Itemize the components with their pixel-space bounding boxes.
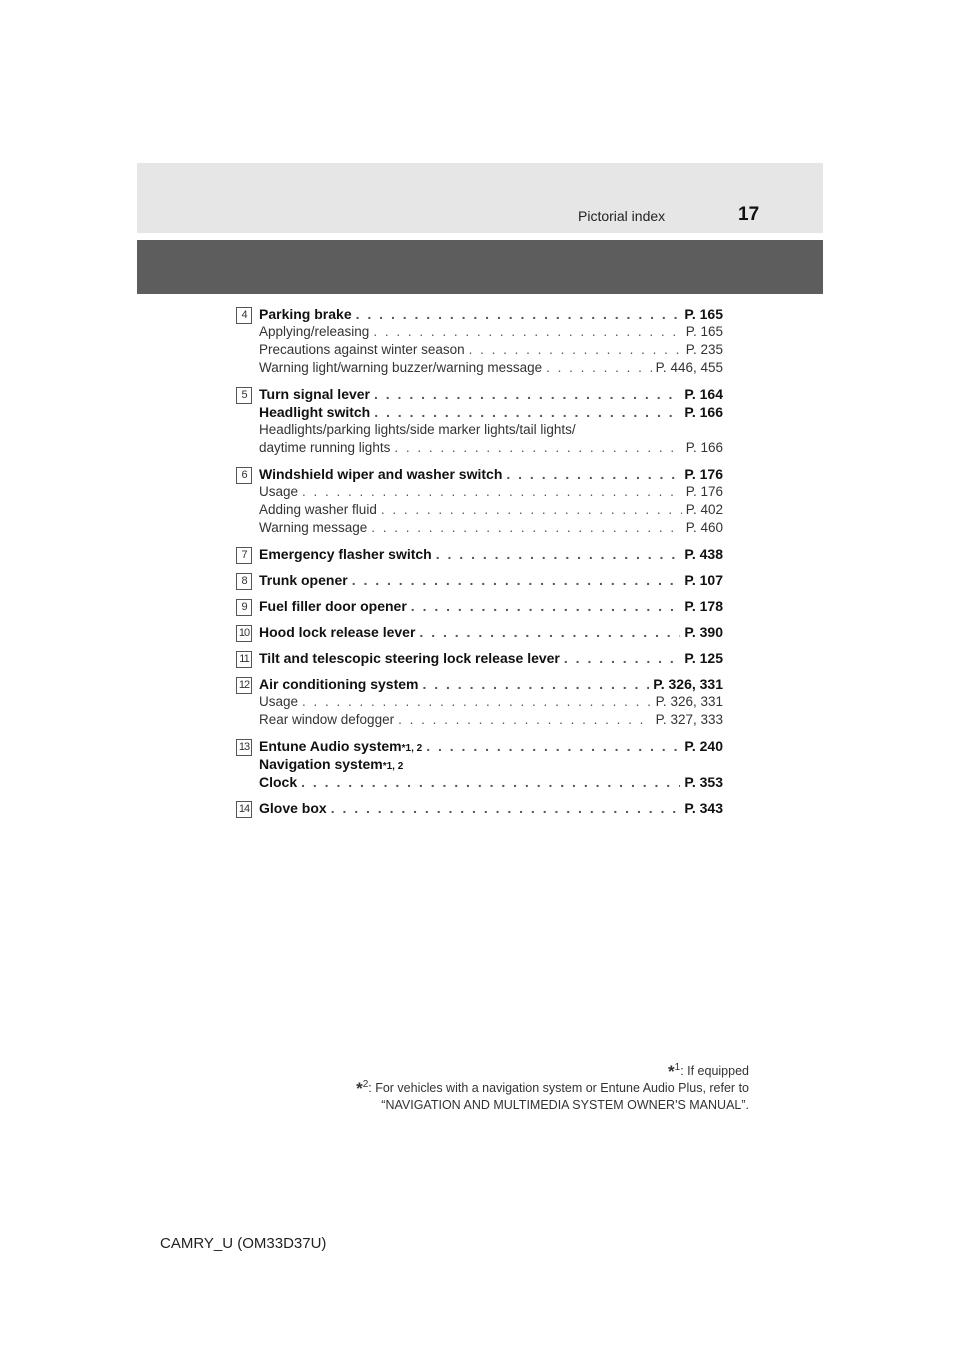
index-entry-sub[interactable]: [259, 323, 723, 341]
entry-label: Windshield wiper and washer switch: [259, 466, 503, 482]
dot-leader: [469, 341, 682, 359]
entry-label: Turn signal lever: [259, 386, 370, 402]
dot-leader: [422, 675, 649, 693]
page-reference-link[interactable]: P. 438: [684, 546, 723, 562]
item-number-badge: 7: [236, 547, 252, 564]
page-reference-link[interactable]: P. 326, 331: [653, 676, 723, 692]
index-item: [234, 305, 723, 377]
page-reference-link[interactable]: P. 165: [684, 306, 723, 322]
entry-label: Parking brake: [259, 306, 352, 322]
index-item: [234, 737, 723, 791]
index-entry-title[interactable]: Navigation system *1, 2: [259, 756, 404, 772]
index-entry-title[interactable]: [259, 385, 723, 403]
index-entry-title[interactable]: [259, 465, 723, 483]
index-entry-sub[interactable]: [259, 519, 723, 537]
page-reference-link[interactable]: P. 240: [684, 738, 723, 754]
section-title: Pictorial index: [578, 208, 666, 224]
footnote-1: *$^1$: If equipped: [668, 1061, 749, 1081]
index-entry-title[interactable]: [259, 571, 723, 589]
index-item: [234, 597, 723, 615]
dot-leader: [506, 465, 680, 483]
page-number: 17: [738, 204, 760, 225]
page-reference-link[interactable]: P. 353: [684, 774, 723, 790]
item-number-badge: 14: [236, 801, 252, 818]
index-entry-sub[interactable]: [259, 693, 723, 711]
dot-leader: [374, 403, 680, 421]
entry-label: Warning message: [259, 520, 368, 535]
index-entry-sub[interactable]: [259, 439, 723, 457]
index-entry-title[interactable]: [259, 305, 723, 323]
page-reference-link[interactable]: P. 165: [685, 324, 723, 339]
dot-leader: [426, 737, 680, 755]
index-entry-sub[interactable]: [259, 501, 723, 519]
entry-label: Warning light/warning buzzer/warning message: [259, 360, 543, 375]
index-item: [234, 545, 723, 563]
dark-band: [137, 240, 823, 294]
index-entry-title[interactable]: [259, 545, 723, 563]
index-entry-title[interactable]: Entune Audio system *1, 2 . . . P. 240: [259, 737, 723, 755]
index-entry-title[interactable]: [259, 623, 723, 641]
index-item: [234, 799, 723, 817]
page-reference-link[interactable]: P. 390: [684, 624, 723, 640]
page-reference-link[interactable]: P. 235: [685, 342, 723, 357]
page-reference-link[interactable]: P. 166: [684, 404, 723, 420]
page-reference-link[interactable]: P. 107: [684, 572, 723, 588]
entry-label: Hood lock release lever: [259, 624, 416, 640]
index-entry-title[interactable]: [259, 799, 723, 817]
entry-label: Tilt and telescopic steering lock release lever: [259, 650, 560, 666]
dot-leader: [352, 571, 681, 589]
entry-label: Headlight switch: [259, 404, 371, 420]
item-number-badge: 12: [236, 677, 252, 694]
entry-label: Headlights/parking lights/side marker lights/tail lights/: [259, 422, 576, 437]
page-reference-link[interactable]: P. 327, 333: [655, 712, 723, 727]
dot-leader: [371, 519, 681, 537]
index-entry-sub[interactable]: [259, 341, 723, 359]
page-reference-link[interactable]: P. 176: [684, 466, 723, 482]
page-reference-link[interactable]: P. 460: [685, 520, 723, 535]
entry-label: Emergency flasher switch: [259, 546, 432, 562]
dot-leader: [381, 501, 682, 519]
pictorial-index-list: [234, 305, 723, 825]
dot-leader: [398, 711, 652, 729]
item-number-badge: 6: [236, 467, 252, 484]
index-entry-sub[interactable]: [259, 711, 723, 729]
index-item: [234, 571, 723, 589]
entry-label: Precautions against winter season: [259, 342, 465, 357]
index-entry-title[interactable]: [259, 597, 723, 615]
entry-label: daytime running lights: [259, 440, 391, 455]
entry-label: Navigation system: [259, 756, 383, 772]
index-entry-title[interactable]: [259, 675, 723, 693]
entry-label: Air conditioning system: [259, 676, 419, 692]
entry-label: Applying/releasing: [259, 324, 370, 339]
index-entry-title[interactable]: [259, 403, 723, 421]
index-item: [234, 465, 723, 537]
footnotes: [356, 1063, 749, 1114]
index-entry-sub[interactable]: [259, 421, 723, 439]
page-reference-link[interactable]: P. 178: [684, 598, 723, 614]
item-number-badge: 11: [236, 651, 252, 668]
index-entry-title[interactable]: [259, 649, 723, 667]
dot-leader: [394, 439, 681, 457]
dot-leader: [436, 545, 681, 563]
page-reference-link[interactable]: P. 176: [685, 484, 723, 499]
dot-leader: [331, 799, 681, 817]
entry-label: Fuel filler door opener: [259, 598, 407, 614]
entry-label: Clock: [259, 774, 298, 790]
index-entry-sub[interactable]: [259, 483, 723, 501]
index-item: [234, 675, 723, 729]
dot-leader: [302, 693, 652, 711]
entry-label: Entune Audio system: [259, 738, 402, 754]
dot-leader: [301, 773, 680, 791]
footnote-2: *$^2$: For vehicles with a navigation system or Entune Audio Plus, refer to: [356, 1078, 749, 1098]
dot-leader: [564, 649, 680, 667]
page-reference-link[interactable]: P. 446, 455: [655, 360, 723, 375]
footnote-2-line2: “NAVIGATION AND MULTIMEDIA SYSTEM OWNER'S MANUAL”.: [381, 1098, 749, 1112]
item-number-badge: 9: [236, 599, 252, 616]
dot-leader: [356, 305, 681, 323]
entry-label: Usage: [259, 694, 299, 709]
page-reference-link[interactable]: P. 343: [684, 800, 723, 816]
entry-label: Usage: [259, 484, 299, 499]
index-item: [234, 649, 723, 667]
dot-leader: [374, 385, 680, 403]
dot-leader: [546, 359, 652, 377]
dot-leader: [419, 623, 680, 641]
index-entry-title[interactable]: [259, 773, 723, 791]
dot-leader: [302, 483, 682, 501]
item-number-badge: 4: [236, 307, 252, 324]
page-reference-link[interactable]: P. 326, 331: [655, 694, 723, 709]
page-reference-link[interactable]: P. 164: [684, 386, 723, 402]
item-number-badge: 13: [236, 739, 252, 756]
entry-label: Glove box: [259, 800, 327, 816]
item-number-badge: 5: [236, 387, 252, 404]
entry-label: Rear window defogger: [259, 712, 395, 727]
item-number-badge: 8: [236, 573, 252, 590]
page-reference-link[interactable]: P. 125: [684, 650, 723, 666]
dot-leader: [411, 597, 681, 615]
index-item: [234, 385, 723, 457]
item-number-badge: 10: [236, 625, 252, 642]
document-code: CAMRY_U (OM33D37U): [160, 1235, 327, 1252]
entry-label: Adding washer fluid: [259, 502, 377, 517]
dot-leader: [373, 323, 681, 341]
page-reference-link[interactable]: P. 166: [685, 440, 723, 455]
entry-label: Trunk opener: [259, 572, 348, 588]
index-item: [234, 623, 723, 641]
header-band: [137, 163, 823, 233]
page-reference-link[interactable]: P. 402: [685, 502, 723, 517]
index-entry-sub[interactable]: [259, 359, 723, 377]
